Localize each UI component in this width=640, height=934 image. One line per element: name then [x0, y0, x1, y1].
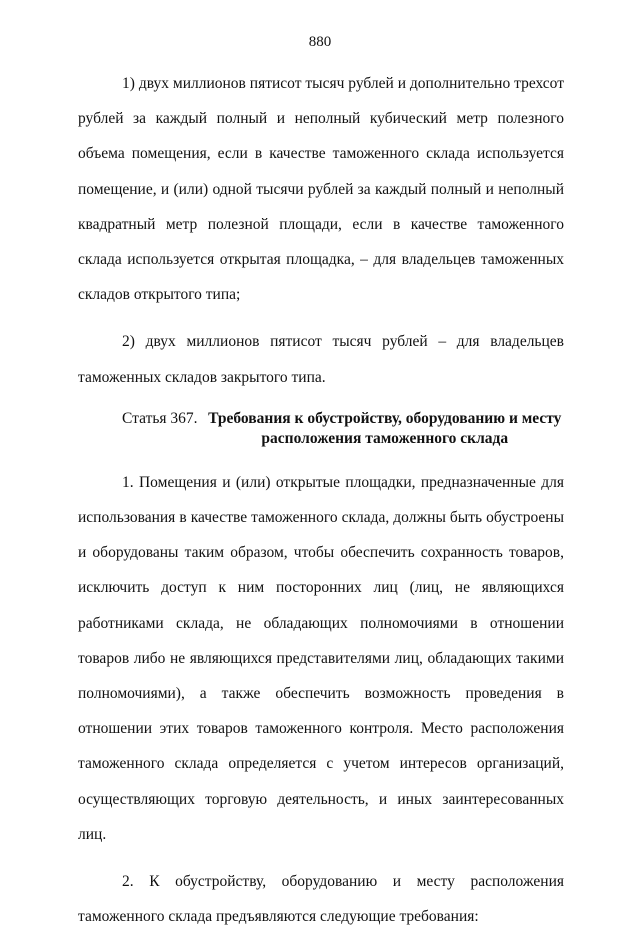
page-number: 880: [308, 34, 332, 50]
paragraph-item-1: 1) двух миллионов пятисот тысяч рублей и дополнительно трехсот рублей за каждый полный и неполный кубический метр полезного объема помещения, если в качестве таможенного склада используется помещение, и (или) одной тысячи рублей за каждый полный и неполный квадратный метр полезной площади, если в качестве таможенного склада используется открытая площадка, – для владельцев таможенных складов открытого типа;: [78, 75, 564, 304]
paragraph-clause-2: 2. К обустройству, оборудованию и месту расположения таможенного склада предъявляются следующие требования:: [78, 873, 564, 926]
article-heading: [78, 409, 564, 449]
article-title: Требования к обустройству, оборудованию и месту расположения таможенного склада: [208, 409, 562, 447]
paragraph-clause-1: 1. Помещения и (или) открытые площадки, предназначенные для использования в качестве таможенного склада, должны быть обустроены и оборудованы таким образом, чтобы обеспечить сохранность товаров, исключить доступ к ним посторонних лиц (лиц, не являющихся работниками склада, не обладающих полномочиями в отношении товаров либо не являющихся представителями лиц, обладающих такими полномочиями), а также обеспечить возможность проведения в отношении этих товаров таможенного контроля. Место расположения таможенного склада определяется с учетом интересов организаций, осуществляющих торговую деятельность, и иных заинтересованных лиц.: [78, 473, 564, 843]
document-body: [78, 66, 564, 934]
paragraph-item-2: 2) двух миллионов пятисот тысяч рублей – для владельцев таможенных складов закрытого типа.: [78, 333, 564, 386]
article-label: Статья 367.: [122, 409, 198, 427]
